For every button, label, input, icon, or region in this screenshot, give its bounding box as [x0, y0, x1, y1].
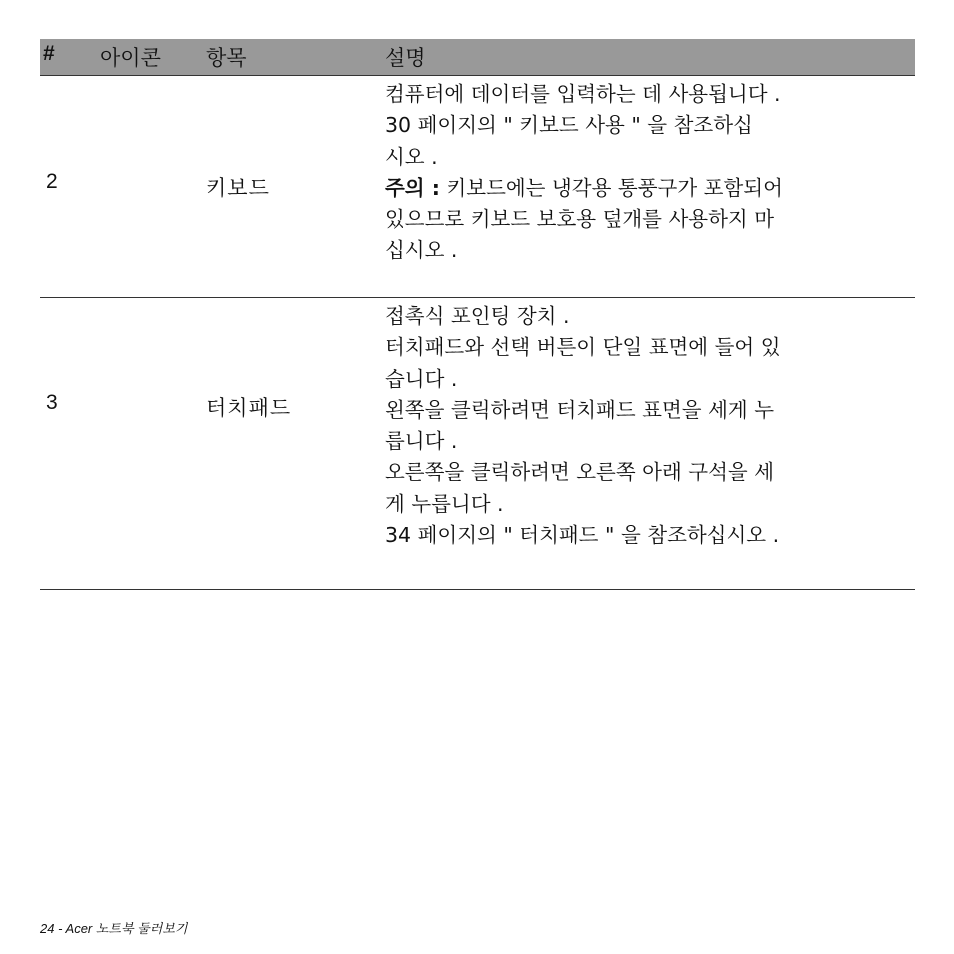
row-number: 3 [46, 391, 58, 414]
header-icon: 아이콘 [100, 46, 161, 70]
description-line: 34 페이지의 " 터치패드 " 을 참조하십시오 . [385, 523, 780, 548]
description-line: 시오 . [385, 144, 438, 169]
note-line: 십시오 . [385, 238, 458, 263]
description-line: 30 페이지의 " 키보드 사용 " 을 참조하십 [385, 113, 753, 138]
table-row-touchpad [40, 298, 915, 590]
row-item-name: 터치패드 [206, 396, 292, 420]
row-description [385, 301, 915, 551]
description-line: 터치패드와 선택 버튼이 단일 표면에 들어 있 [385, 335, 781, 360]
info-table [40, 39, 915, 590]
note-line [385, 173, 915, 204]
description-line: 게 누릅니다 . [385, 491, 504, 516]
description-line: 오른쪽을 클릭하려면 오른쪽 아래 구석을 세 [385, 460, 775, 485]
header-description: 설명 [385, 46, 426, 70]
note-label: 주의 : [385, 175, 440, 200]
row-item-name: 키보드 [206, 176, 270, 200]
note-line: 있으므로 키보드 보호용 덮개를 사용하지 마 [385, 207, 775, 232]
description-line: 왼쪽을 클릭하려면 터치패드 표면을 세게 누 [385, 397, 775, 422]
table-header [40, 39, 915, 76]
row-number: 2 [46, 170, 58, 193]
row-description [385, 79, 915, 267]
note-text: 키보드에는 냉각용 통풍구가 포함되어 [439, 175, 783, 200]
description-line: 컴퓨터에 데이터를 입력하는 데 사용됩니다 . [385, 82, 781, 106]
header-item: 항목 [206, 46, 247, 70]
description-line: 습니다 . [385, 366, 458, 391]
page-footer: 24 - Acer 노트북 둘러보기 [40, 921, 188, 936]
header-number: # [43, 42, 55, 65]
description-line: 릅니다 . [385, 429, 458, 454]
table-row-keyboard [40, 76, 915, 298]
description-line: 접촉식 포인팅 장치 . [385, 304, 570, 328]
